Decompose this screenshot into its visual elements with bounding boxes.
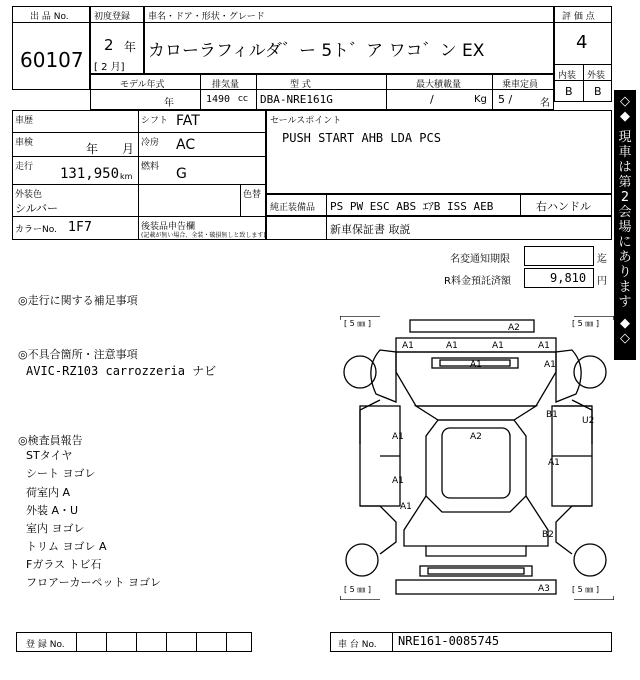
aftermarket-note: (記載が無い場合、全装・破損無しと致します) bbox=[141, 232, 266, 239]
side-banner: ◇ ◆ 現 車 は 第 2 会 場 に あ り ま す ◆ ◇ bbox=[614, 90, 636, 360]
damage-mark: A1 bbox=[400, 502, 412, 512]
ac-label: 冷房 bbox=[141, 138, 160, 148]
standard-equip: PS PW ESC ABS ｴｱB ISS AEB bbox=[330, 200, 494, 213]
exterior-label: 外装 bbox=[587, 71, 606, 81]
reg-month: [ 2 月] bbox=[94, 62, 125, 73]
chassis-number: NRE161-0085745 bbox=[398, 634, 500, 648]
name-change-label: 名変通知期限 bbox=[450, 254, 510, 265]
sales-point-label: セールスポイント bbox=[270, 116, 342, 126]
load-sep: / bbox=[430, 93, 434, 106]
lot-label: 出 品 No. bbox=[30, 12, 69, 22]
damage-mark: A1 bbox=[402, 341, 414, 351]
inspector-title: ◎検査員報告 bbox=[18, 434, 83, 447]
type-label: 型 式 bbox=[290, 80, 311, 90]
damage-mark: A2 bbox=[470, 432, 482, 442]
displacement-unit: cc bbox=[238, 94, 248, 104]
recycle-value: 9,810 bbox=[550, 271, 587, 285]
recycle-label: R料金預託済額 bbox=[444, 276, 511, 287]
name-change-suffix: 迄 bbox=[597, 254, 607, 265]
model-type: DBA-NRE161G bbox=[260, 93, 333, 106]
shift: FAT bbox=[176, 113, 200, 129]
mileage-label: 走行 bbox=[15, 162, 34, 172]
damage-mark: A1 bbox=[392, 432, 404, 442]
interior-grade: B bbox=[565, 85, 573, 98]
reg-year-unit: 年 bbox=[124, 40, 137, 54]
damage-mark: A1 bbox=[544, 360, 556, 370]
fuel: G bbox=[176, 166, 187, 182]
damage-mark: A3 bbox=[538, 584, 550, 594]
inspector-item: シート ヨゴレ bbox=[26, 467, 96, 480]
first-reg-label: 初度登録 bbox=[94, 12, 131, 22]
damage-mark: A1 bbox=[548, 458, 560, 468]
mileage: 131,950 bbox=[60, 166, 120, 182]
lot-number: 60107 bbox=[20, 48, 84, 72]
shift-label: シフト bbox=[141, 116, 169, 126]
displacement: 1490 bbox=[206, 94, 231, 105]
tire-depth-tr: [ 5 ㎜ ] bbox=[572, 319, 599, 328]
inspection-label: 車検 bbox=[15, 138, 34, 148]
color-no-label: カラーNo. bbox=[15, 225, 57, 235]
warranty-row bbox=[266, 216, 612, 240]
inspector-item: トリム ヨゴレ A bbox=[26, 540, 107, 553]
car-damage-diagram bbox=[340, 316, 614, 600]
steering: 右ハンドル bbox=[536, 200, 591, 213]
history-label: 車歴 bbox=[15, 116, 34, 126]
model-year-label: モデル年式 bbox=[120, 80, 165, 90]
score-value: 4 bbox=[576, 32, 588, 53]
inspector-item: 荷室内 A bbox=[26, 486, 71, 499]
tire-depth-br: [ 5 ㎜ ] bbox=[572, 585, 599, 594]
aftermarket-label: 後装品申告欄 bbox=[141, 222, 196, 232]
reg-no-label: 登 録 No. bbox=[26, 640, 65, 650]
capacity: 5 / bbox=[498, 93, 513, 106]
details-left bbox=[12, 110, 266, 240]
interior-label: 内装 bbox=[558, 71, 577, 81]
defects-text: AVIC-RZ103 carrozzeria ナビ bbox=[26, 364, 217, 378]
load-unit: Kg bbox=[474, 94, 487, 105]
warranty: 新車保証書 取説 bbox=[330, 223, 411, 236]
model-year-unit: 年 bbox=[164, 98, 174, 109]
fuel-label: 燃料 bbox=[141, 162, 160, 172]
damage-mark: A1 bbox=[538, 341, 550, 351]
name-change-box bbox=[524, 246, 594, 266]
exterior-grade: B bbox=[594, 85, 602, 98]
color-change-label: 色替 bbox=[243, 190, 262, 200]
load-label: 最大積載量 bbox=[416, 80, 462, 90]
damage-mark: A2 bbox=[508, 323, 520, 333]
inspector-item: STタイヤ bbox=[26, 449, 73, 462]
driving-title: ◎走行に関する補足事項 bbox=[18, 294, 138, 307]
color-label: 外装色 bbox=[15, 190, 43, 200]
standard-equip-label: 純正装備品 bbox=[270, 203, 316, 213]
damage-mark: A1 bbox=[392, 476, 404, 486]
recycle-unit: 円 bbox=[597, 276, 607, 287]
chassis-label: 車 台 No. bbox=[338, 640, 377, 650]
inspector-item: Fガラス トビ石 bbox=[26, 558, 102, 571]
score-label: 評 価 点 bbox=[562, 12, 595, 22]
inspector-item: 外装 A・U bbox=[26, 504, 79, 517]
inspection-month-unit: 月 bbox=[122, 142, 135, 156]
displacement-label: 排気量 bbox=[212, 80, 240, 90]
capacity-unit: 名 bbox=[540, 98, 550, 109]
sales-point: PUSH START AHB LDA PCS bbox=[282, 131, 441, 145]
damage-mark: A1 bbox=[446, 341, 458, 351]
reg-year: 2 bbox=[104, 36, 114, 54]
damage-mark: B2 bbox=[542, 530, 554, 540]
capacity-label: 乗車定員 bbox=[502, 80, 539, 90]
damage-mark: A1 bbox=[470, 360, 482, 370]
inspector-item: フロアーカーペット ヨゴレ bbox=[26, 576, 161, 589]
color-no: 1F7 bbox=[68, 220, 93, 235]
defects-title: ◎不具合箇所・注意事項 bbox=[18, 348, 138, 361]
tire-depth-tl: [ 5 ㎜ ] bbox=[344, 319, 371, 328]
inspection-year-unit: 年 bbox=[86, 142, 99, 156]
damage-mark: A1 bbox=[492, 341, 504, 351]
ac: AC bbox=[176, 137, 196, 153]
tire-depth-bl: [ 5 ㎜ ] bbox=[344, 585, 371, 594]
color: シルバー bbox=[15, 202, 58, 215]
mileage-unit: km bbox=[120, 172, 133, 181]
damage-mark: U2 bbox=[582, 416, 595, 426]
car-name-label: 車名・ドア・形状・グレード bbox=[148, 12, 265, 22]
inspector-item: 室内 ヨゴレ bbox=[26, 522, 85, 535]
damage-mark: B1 bbox=[546, 410, 558, 420]
car-name: カローラフィルダ゛ー 5ト゛ア ワコ゛ン EX bbox=[148, 41, 485, 61]
